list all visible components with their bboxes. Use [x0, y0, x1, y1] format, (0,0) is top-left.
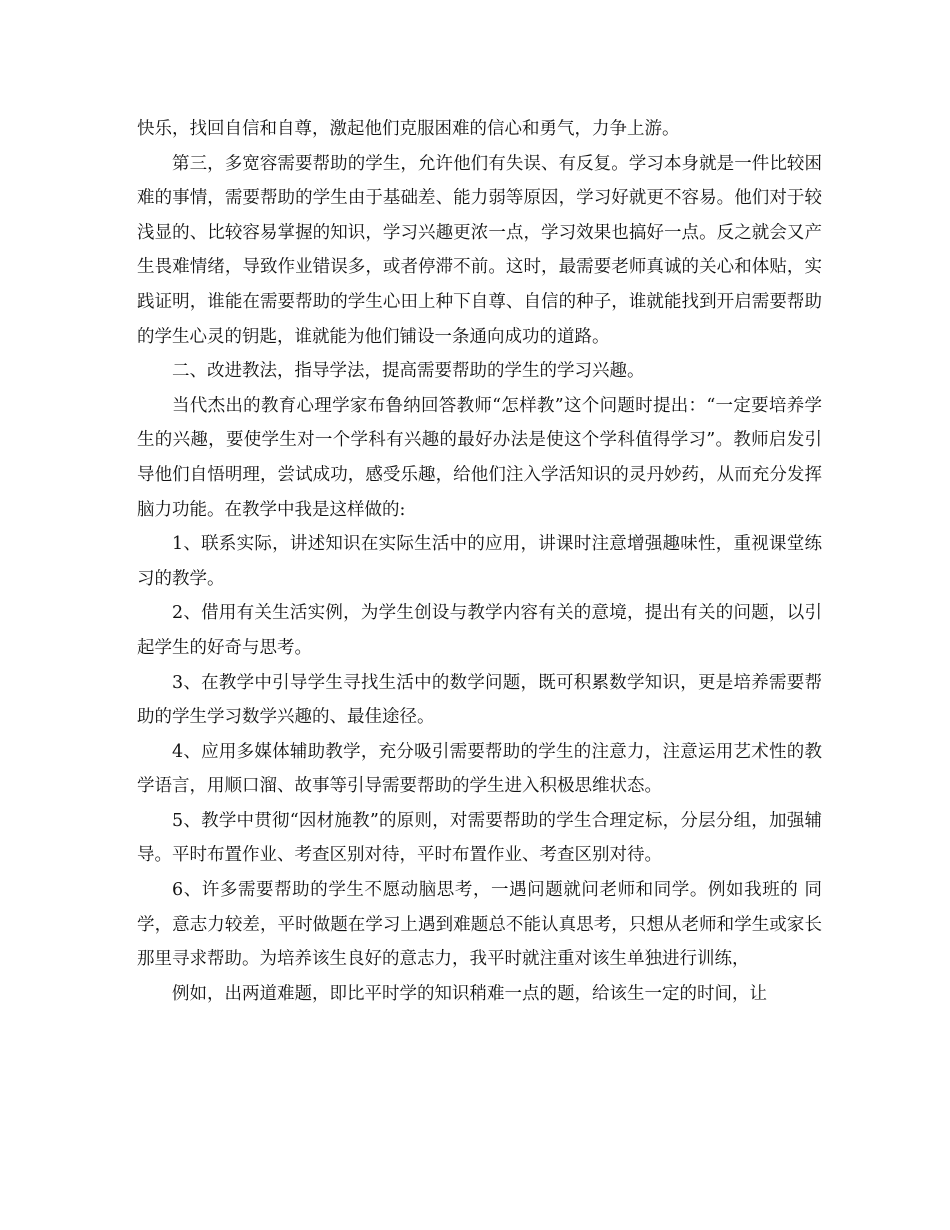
list-item-6: 6、许多需要帮助的学生不愿动脑思考，一遇问题就问老师和同学。例如我班的 同学，意志力较差，平时做题在学习上遇到难题总不能认真思考，只想从老师和学生或家长那里寻求帮助。为培养该生良好的意志力，我平时就注重对该生单独进行训练，: [137, 880, 822, 970]
paragraph-tolerance: 第三，多宽容需要帮助的学生，允许他们有失误、有反复。学习本身就是一件比较困难的事情，需要帮助的学生由于基础差、能力弱等原因，学习好就更不容易。他们对于较浅显的、比较容易掌握的知识，学习兴趣更浓一点，学习效果也搞好一点。反之就会又产生畏难情绪，导致作业错误多，或者停滞不前。这时，最需要老师真诚的关心和体贴，实践证明，谁能在需要帮助的学生心田上种下自尊、自信的种子，谁就能找到开启需要帮助的学生心灵的钥匙，谁就能为他们铺设一条通向成功的道路。: [137, 153, 822, 347]
list-item-1: 1、联系实际，讲述知识在实际生活中的应用，讲课时注意增强趣味性，重视课堂练习的教学。: [137, 534, 822, 589]
paragraph-bruner-quote: 当代杰出的教育心理学家布鲁纳回答教师“怎样教”这个问题时提出：“一定要培养学生的兴趣，要使学生对一个学科有兴趣的最好办法是使这个学科值得学习”。教师启发引导他们自悟明理，尝试成功，感受乐趣，给他们注入学活知识的灵丹妙药，从而充分发挥脑力功能。在教学中我是这样做的:: [137, 395, 822, 520]
section-heading-methods: 二、改进教法，指导学法，提高需要帮助的学生的学习兴趣。: [172, 361, 645, 382]
paragraph-example: 例如，出两道难题，即比平时学的知识稍难一点的题，给该生一定的时间，让: [172, 983, 767, 1004]
list-item-3: 3、在教学中引导学生寻找生活中的数学问题，既可积累数学知识，更是培养需要帮助的学生学习数学兴趣的、最佳途径。: [137, 672, 822, 728]
list-item-4: 4、应用多媒体辅助教学，充分吸引需要帮助的学生的注意力，注意运用艺术性的教学语言，用顺口溜、故事等引导需要帮助的学生进入积极思维状态。: [137, 741, 822, 797]
document-page: [137, 112, 822, 1011]
list-item-2: 2、借用有关生活实例，为学生创设与教学内容有关的意境，提出有关的问题，以引起学生的好奇与思考。: [137, 603, 822, 658]
paragraph-continuation: 快乐，找回自信和自尊，激起他们克服困难的信心和勇气，力争上游。: [137, 119, 680, 139]
list-item-5: 5、教学中贯彻“因材施教”的原则，对需要帮助的学生合理定标，分层分组，加强辅导。平时布置作业、考查区别对待，平时布置作业、考查区别对待。: [137, 810, 822, 866]
